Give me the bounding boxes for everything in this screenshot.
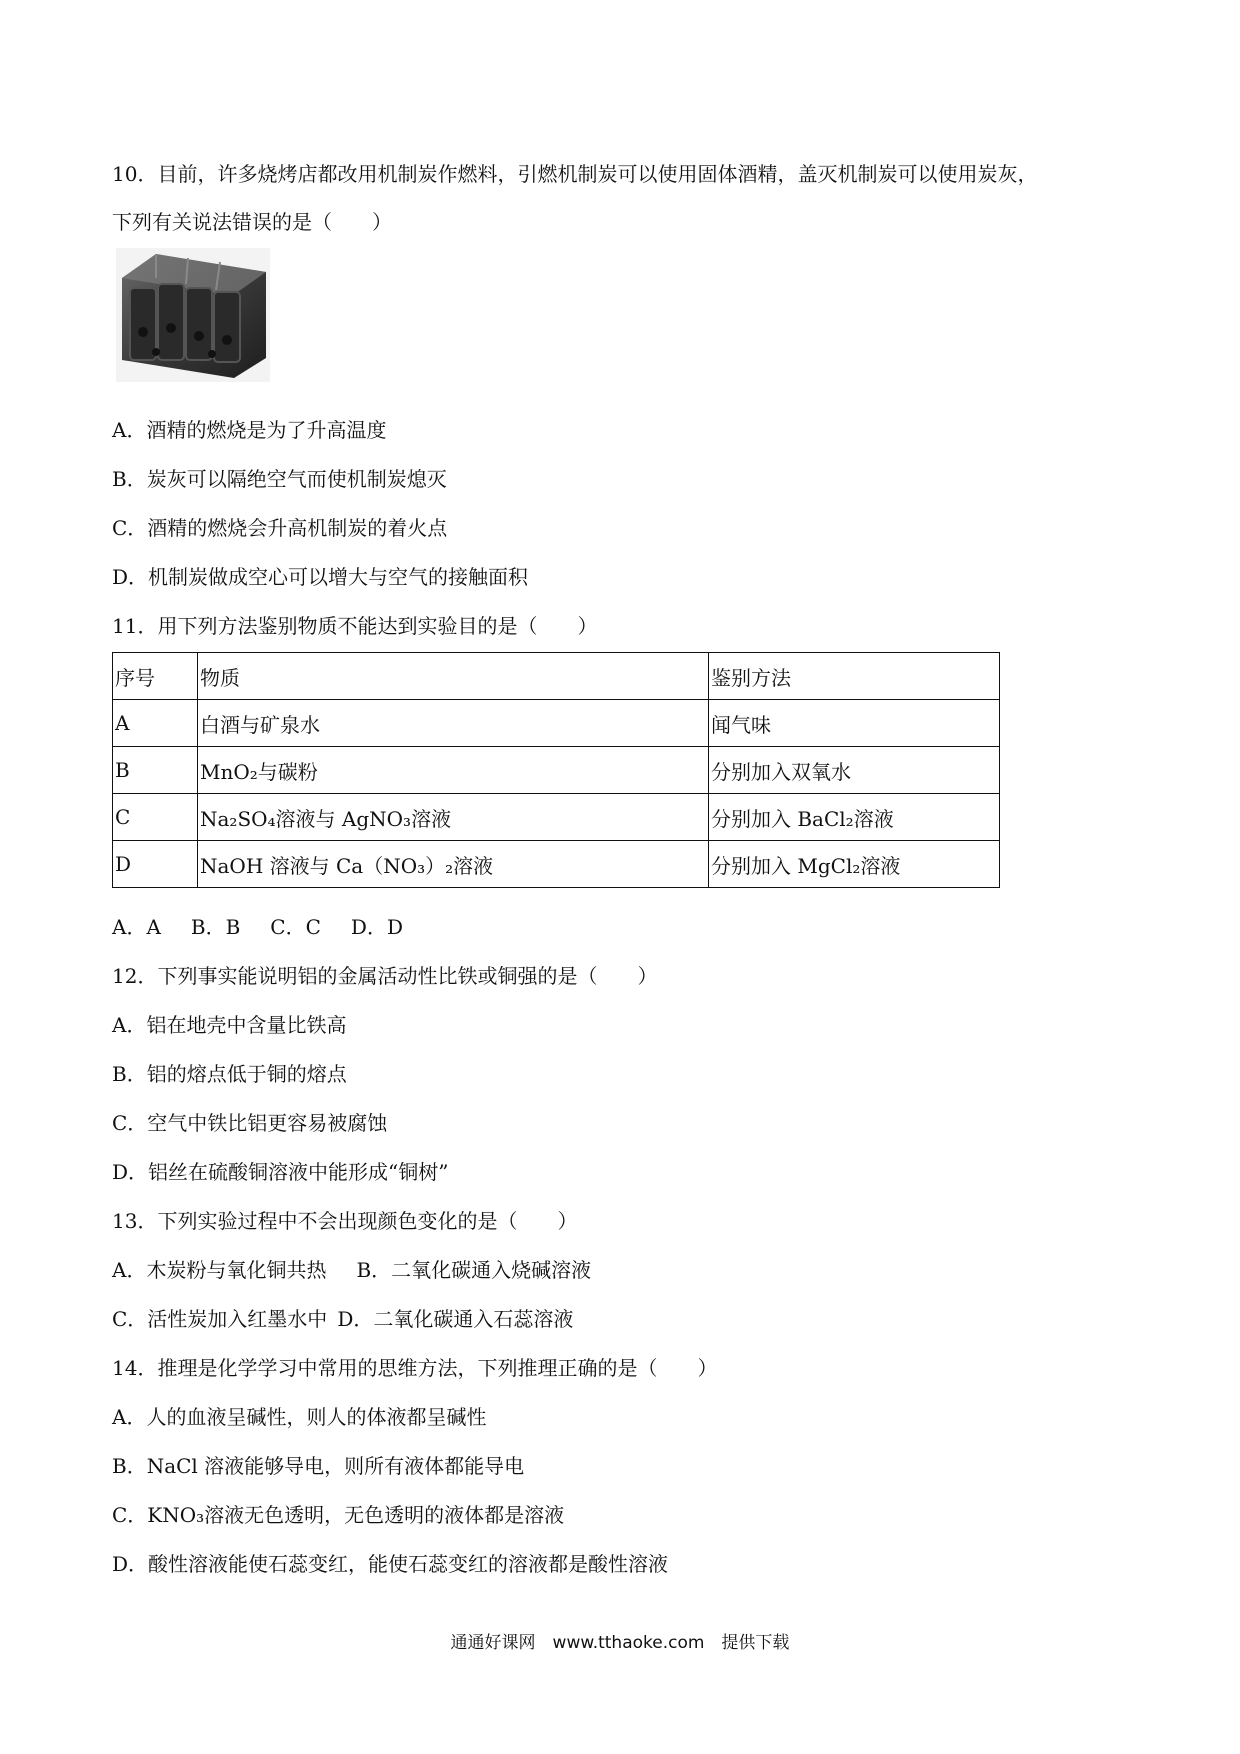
table-cell: B: [113, 747, 198, 794]
q10-option-c: C．酒精的燃烧会升高机制炭的着火点: [112, 516, 448, 540]
table-cell: A: [113, 700, 198, 747]
table-header-cell: 物质: [198, 653, 709, 700]
table-cell: D: [113, 841, 198, 888]
q13-option-d: D．二氧化碳通入石蕊溶液: [337, 1307, 574, 1331]
table-row: [113, 747, 1000, 794]
q11-option-a: A．A: [112, 915, 161, 939]
q11-option-c: C．C: [270, 915, 321, 939]
q10-option-a: A．酒精的燃烧是为了升高温度: [112, 418, 387, 442]
q13-option-c: C．活性炭加入红墨水中: [112, 1307, 328, 1331]
table-cell: C: [113, 794, 198, 841]
q14-option-d: D．酸性溶液能使石蕊变红，能使石蕊变红的溶液都是酸性溶液: [112, 1552, 669, 1576]
charcoal-briquettes-photo: [116, 248, 270, 382]
table-cell: 分别加入双氧水: [709, 747, 1000, 794]
table-row: [113, 841, 1000, 888]
page-footer: 通通好课网 www.tthaoke.com 提供下载: [450, 1633, 790, 1653]
table-header-cell: 序号: [113, 653, 198, 700]
q11-option-d: D．D: [350, 915, 403, 939]
q10-stem-line-2: 下列有关说法错误的是（ ）: [112, 210, 392, 234]
q13-options-row-2: [112, 1305, 573, 1333]
q14-option-c: C．KNO₃溶液无色透明，无色透明的液体都是溶液: [112, 1503, 565, 1527]
table-row: [113, 700, 1000, 747]
q12-option-b: B．铝的熔点低于铜的熔点: [112, 1062, 347, 1086]
table-cell: Na₂SO₄溶液与 AgNO₃溶液: [198, 794, 709, 841]
table-cell: MnO₂与碳粉: [198, 747, 709, 794]
table-cell: NaOH 溶液与 Ca（NO₃）₂溶液: [198, 841, 709, 888]
q12-stem: 12．下列事实能说明铝的金属活动性比铁或铜强的是（ ）: [112, 964, 658, 988]
q12-option-c: C．空气中铁比铝更容易被腐蚀: [112, 1111, 388, 1135]
q13-option-b: B．二氧化碳通入烧碱溶液: [356, 1258, 592, 1282]
q10-option-b: B．炭灰可以隔绝空气而使机制炭熄灭: [112, 467, 447, 491]
q14-option-b: B．NaCl 溶液能够导电，则所有液体都能导电: [112, 1454, 525, 1478]
q13-stem: 13．下列实验过程中不会出现颜色变化的是（ ）: [112, 1209, 578, 1233]
q12-option-a: A．铝在地壳中含量比铁高: [112, 1013, 347, 1037]
q11-stem: 11．用下列方法鉴别物质不能达到实验目的是（ ）: [112, 614, 598, 638]
table-cell: 分别加入 BaCl₂溶液: [709, 794, 1000, 841]
q13-option-a: A．木炭粉与氧化铜共热: [112, 1258, 327, 1282]
table-cell: 分别加入 MgCl₂溶液: [709, 841, 1000, 888]
table-cell: 白酒与矿泉水: [198, 700, 709, 747]
q10-stem-line-1: 10．目前，许多烧烤店都改用机制炭作燃料，引燃机制炭可以使用固体酒精，盖灭机制炭可以使用炭灰，: [112, 162, 1038, 186]
table-header-row: [113, 653, 1000, 700]
identification-table: [112, 652, 1000, 888]
table-row: [113, 794, 1000, 841]
q14-option-a: A．人的血液呈碱性，则人的体液都呈碱性: [112, 1405, 487, 1429]
table-header-cell: 鉴别方法: [709, 653, 1000, 700]
q11-options: [112, 913, 403, 941]
table-cell: 闻气味: [709, 700, 1000, 747]
q12-option-d: D．铝丝在硫酸铜溶液中能形成“铜树”: [112, 1160, 449, 1184]
q10-option-d: D．机制炭做成空心可以增大与空气的接触面积: [112, 565, 529, 589]
q13-options-row-1: [112, 1256, 591, 1284]
q14-stem: 14．推理是化学学习中常用的思维方法，下列推理正确的是（ ）: [112, 1356, 718, 1380]
q11-option-b: B．B: [190, 915, 241, 939]
